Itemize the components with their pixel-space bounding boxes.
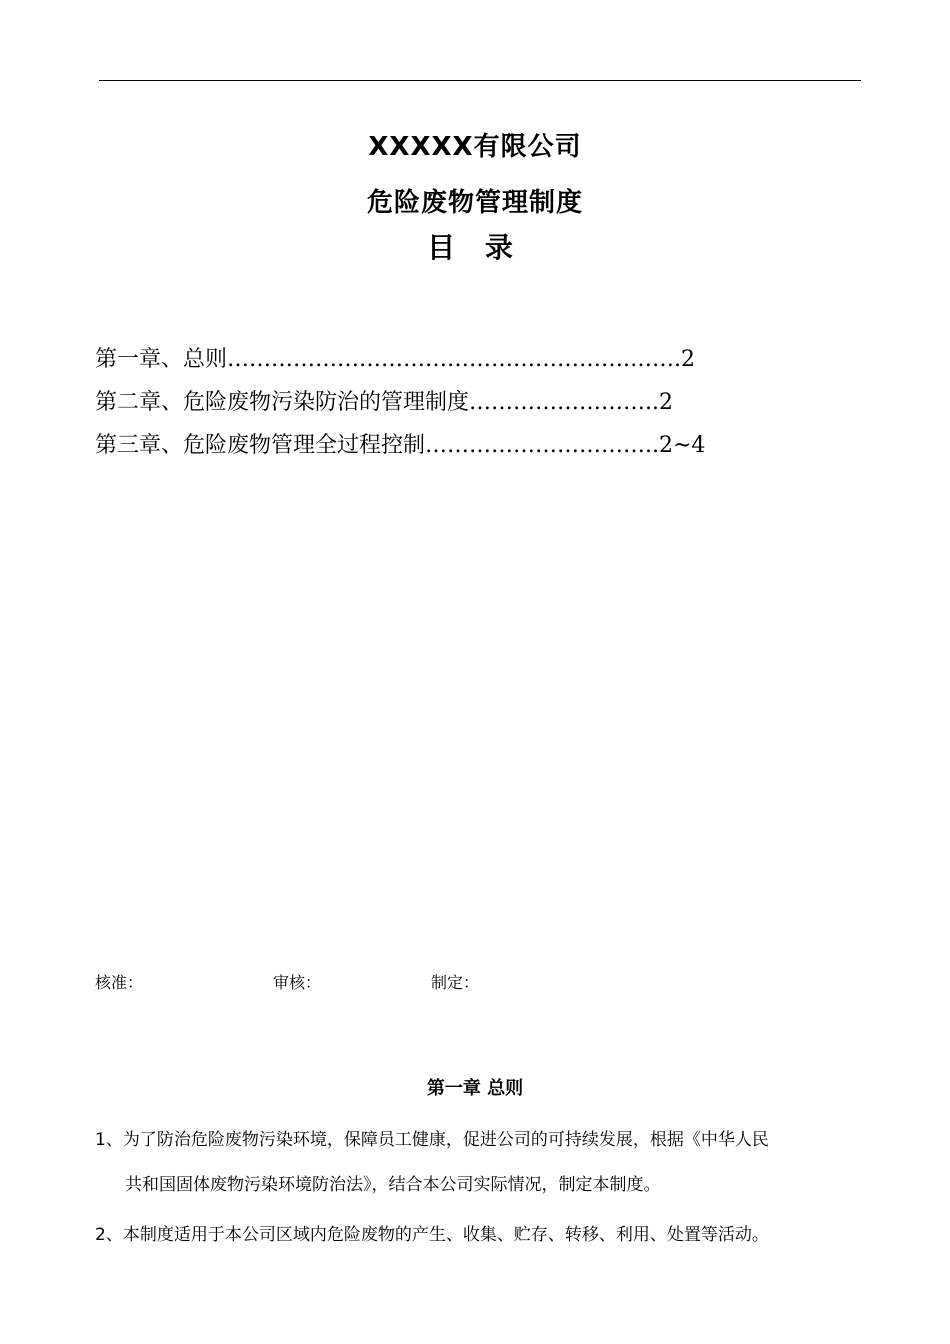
review-label: 审核： [273, 973, 322, 992]
table-of-contents [95, 342, 855, 471]
toc-entry-chapter-1[interactable]: 第一章、总则……………………………………………….…….2 [95, 347, 695, 372]
paragraph-2: 2、本制度适用于本公司区域内危险废物的产生、收集、贮存、转移、利用、处置等活动。 [95, 1225, 769, 1245]
toc-entry-chapter-2[interactable]: 第二章、危险废物污染防治的管理制度……………………..2 [95, 390, 673, 415]
paragraph-1-line-1: 1、为了防治危险废物污染环境，保障员工健康，促进公司的可持续发展，根据《中华人民 [95, 1130, 769, 1150]
approve-label: 核准： [95, 973, 144, 992]
toc-entry-chapter-3[interactable]: 第三章、危险废物管理全过程控制…………………………..2~4 [95, 433, 706, 458]
prepare-label: 制定： [431, 973, 480, 992]
toc-heading: 目 录 [427, 231, 523, 264]
company-name: XXXXX有限公司 [368, 132, 582, 162]
header-rule [99, 80, 861, 81]
chapter-1-heading: 第一章 总则 [426, 1078, 524, 1099]
document-title: 危险废物管理制度 [366, 188, 583, 218]
paragraph-1-line-2: 共和国固体废物污染环境防治法》，结合本公司实际情况，制定本制度。 [125, 1175, 661, 1195]
paragraph-1 [95, 1118, 865, 1208]
